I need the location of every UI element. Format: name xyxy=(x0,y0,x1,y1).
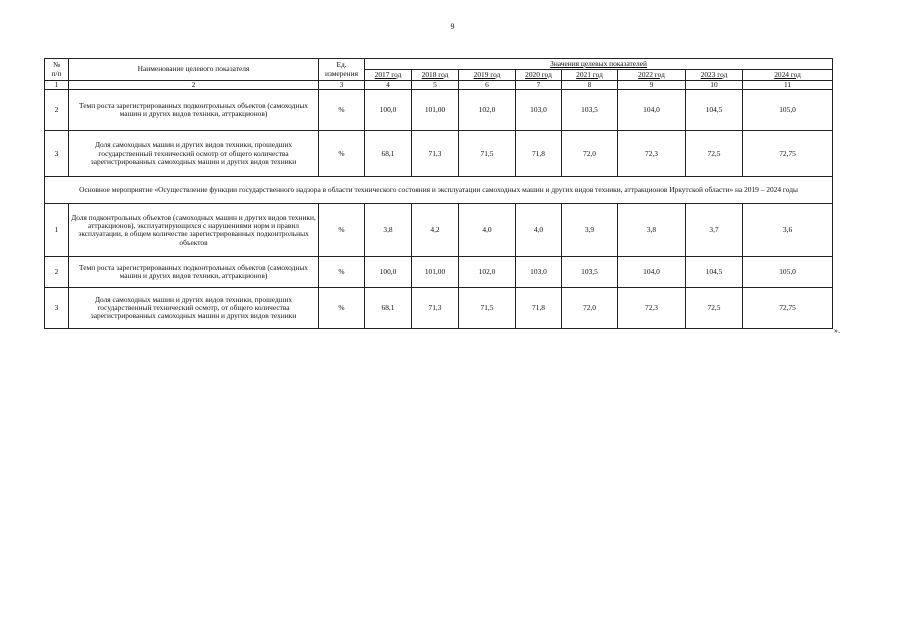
value-cell: 72,75 xyxy=(743,131,833,177)
value-cell: 72,3 xyxy=(618,288,686,329)
value-cell: 71,3 xyxy=(412,131,459,177)
value-cell: 103,0 xyxy=(516,90,562,131)
value-cell: 105,0 xyxy=(743,90,833,131)
value-cell: 4,0 xyxy=(459,204,516,257)
closing-quote-mark: ». xyxy=(834,326,840,335)
column-number: 3 xyxy=(319,81,365,90)
indicator-name: Доля самоходных машин и других видов техники, прошедших государственный технический осмотр, от общего количества зарегистрированных самоходных машин и других видов техники xyxy=(69,288,319,329)
value-cell: 68,1 xyxy=(365,131,412,177)
unit-cell: % xyxy=(319,257,365,288)
value-cell: 104,0 xyxy=(618,90,686,131)
header-col-name: Наименование целевого показателя xyxy=(69,59,319,81)
column-number: 5 xyxy=(412,81,459,90)
value-cell: 101,00 xyxy=(412,257,459,288)
value-cell: 100,0 xyxy=(365,257,412,288)
value-cell: 103,5 xyxy=(562,257,618,288)
value-cell: 104,5 xyxy=(686,257,743,288)
value-cell: 71,3 xyxy=(412,288,459,329)
row-number: 1 xyxy=(45,204,69,257)
value-cell: 71,8 xyxy=(516,288,562,329)
value-cell: 4,2 xyxy=(412,204,459,257)
table-row xyxy=(45,204,833,257)
column-number: 6 xyxy=(459,81,516,90)
column-number: 8 xyxy=(562,81,618,90)
indicator-name: Доля самоходных машин и других видов техники, прошедших государственный технический осмотр от общего количества зарегистрированных самоходных машин и других видов техники xyxy=(69,131,319,177)
value-cell: 71,5 xyxy=(459,131,516,177)
unit-cell: % xyxy=(319,204,365,257)
column-number: 4 xyxy=(365,81,412,90)
indicator-name: Темп роста зарегистрированных подконтрольных объектов (самоходных машин и других видов техники, аттракционов) xyxy=(69,257,319,288)
value-cell: 103,0 xyxy=(516,257,562,288)
header-year: 2018 год xyxy=(412,70,459,81)
value-cell: 68,1 xyxy=(365,288,412,329)
value-cell: 100,0 xyxy=(365,90,412,131)
value-cell: 102,0 xyxy=(459,257,516,288)
value-cell: 104,0 xyxy=(618,257,686,288)
header-row-1 xyxy=(45,59,833,70)
column-number: 1 xyxy=(45,81,69,90)
row-number: 2 xyxy=(45,257,69,288)
table-row xyxy=(45,131,833,177)
unit-cell: % xyxy=(319,288,365,329)
header-year: 2023 год xyxy=(686,70,743,81)
header-year: 2017 год xyxy=(365,70,412,81)
value-cell: 3,7 xyxy=(686,204,743,257)
value-cell: 72,75 xyxy=(743,288,833,329)
value-cell: 4,0 xyxy=(516,204,562,257)
value-cell: 72,3 xyxy=(618,131,686,177)
column-number: 11 xyxy=(743,81,833,90)
column-number: 10 xyxy=(686,81,743,90)
header-year: 2022 год xyxy=(618,70,686,81)
value-cell: 72,5 xyxy=(686,131,743,177)
value-cell: 3,8 xyxy=(365,204,412,257)
value-cell: 103,5 xyxy=(562,90,618,131)
column-numbers-row xyxy=(45,81,833,90)
header-year: 2024 год xyxy=(743,70,833,81)
header-col-unit: Ед. измерения xyxy=(319,59,365,81)
row-number: 3 xyxy=(45,131,69,177)
value-cell: 101,00 xyxy=(412,90,459,131)
column-number: 9 xyxy=(618,81,686,90)
value-cell: 3,8 xyxy=(618,204,686,257)
column-number: 7 xyxy=(516,81,562,90)
table-row xyxy=(45,90,833,131)
header-year: 2021 год xyxy=(562,70,618,81)
column-number: 2 xyxy=(69,81,319,90)
target-indicators-table xyxy=(44,58,833,329)
value-cell: 104,5 xyxy=(686,90,743,131)
header-year: 2020 год xyxy=(516,70,562,81)
table-row xyxy=(45,257,833,288)
row-number: 3 xyxy=(45,288,69,329)
unit-cell: % xyxy=(319,90,365,131)
header-year: 2019 год xyxy=(459,70,516,81)
value-cell: 72,0 xyxy=(562,288,618,329)
value-cell: 72,0 xyxy=(562,131,618,177)
row-number: 2 xyxy=(45,90,69,131)
value-cell: 102,0 xyxy=(459,90,516,131)
activity-row xyxy=(45,177,833,204)
value-cell: 105,0 xyxy=(743,257,833,288)
header-col-num: № п/п xyxy=(45,59,69,81)
page-number: 9 xyxy=(450,22,455,31)
value-cell: 3,9 xyxy=(562,204,618,257)
activity-title: Основное мероприятие «Осуществление функции государственного надзора в области технического состояния и эксплуатации самоходных машин и других видов техники, аттракционов Иркутской области» на 2019 – 2024 годы xyxy=(45,177,833,204)
indicator-name: Доля подконтрольных объектов (самоходных машин и других видов техники, аттракционов), эксплуатирующихся с нарушениями норм и правил эксплуатации, в общем количестве зарегистрированных подконтрольных объектов xyxy=(69,204,319,257)
value-cell: 71,8 xyxy=(516,131,562,177)
value-cell: 71,5 xyxy=(459,288,516,329)
table-row xyxy=(45,288,833,329)
indicator-name: Темп роста зарегистрированных подконтрольных объектов (самоходных машин и других видов техники, аттракционов) xyxy=(69,90,319,131)
header-group-values: Значения целевых показателей xyxy=(365,59,833,70)
unit-cell: % xyxy=(319,131,365,177)
value-cell: 72,5 xyxy=(686,288,743,329)
value-cell: 3,6 xyxy=(743,204,833,257)
